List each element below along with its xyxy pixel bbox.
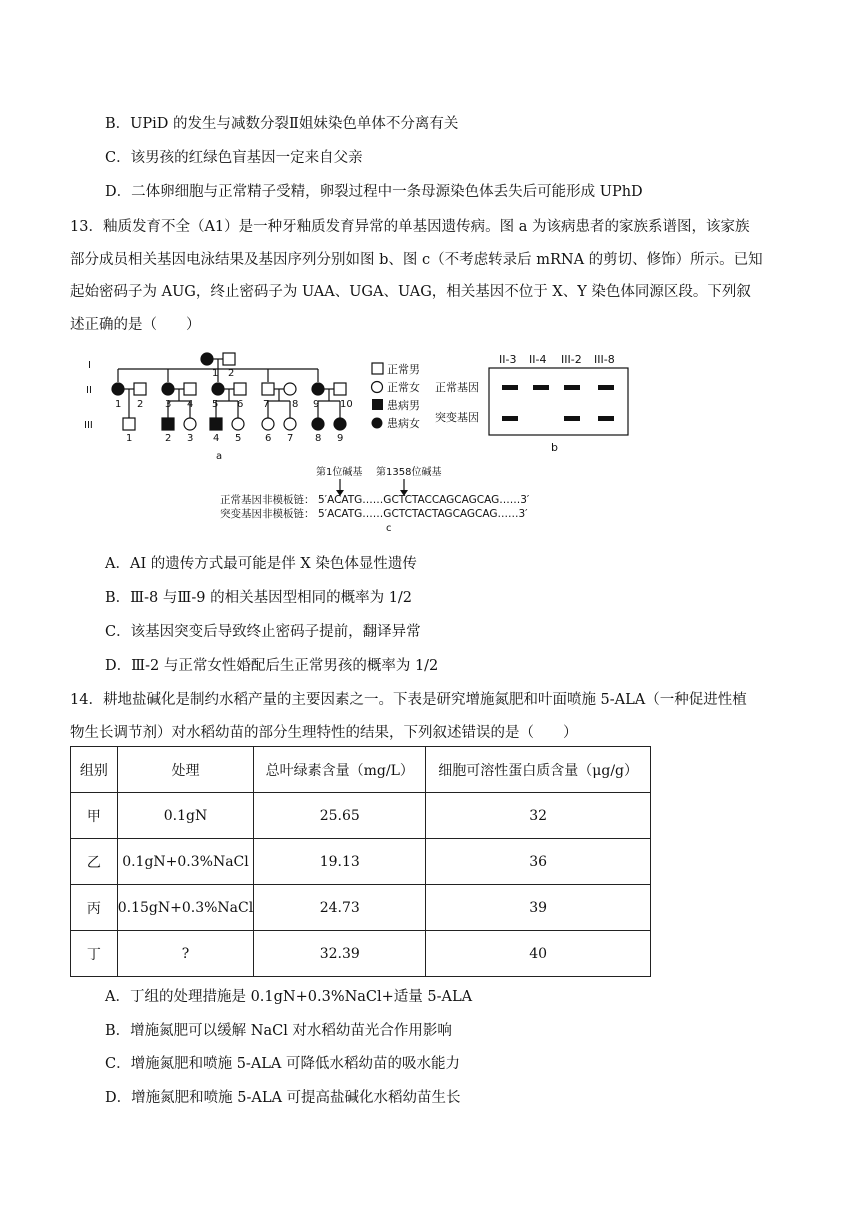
- figure-a-caption: a: [216, 451, 223, 462]
- gel-band: [502, 385, 518, 390]
- gel-row-mutant: 突变基因: [435, 411, 479, 424]
- q13-stem-line-4: 述正确的是（ ）: [70, 317, 201, 333]
- q13-option-c: C．该基因突变后导致终止密码子提前，翻译异常: [105, 624, 421, 640]
- q13-stem-line-3: 起始密码子为 AUG，终止密码子为 UAA、UGA、UAG，相关基因不位于 X、Y 染色体同源区段。下列叙: [70, 284, 751, 300]
- seq-marker-2: 第1358位碱基: [376, 467, 442, 478]
- table-header: 总叶绿素含量（mg/L）: [254, 747, 426, 793]
- gel-lane-label: III-2: [561, 353, 582, 366]
- id-label: 9: [337, 433, 344, 444]
- table-header: 细胞可溶性蛋白质含量（μg/g）: [426, 747, 651, 793]
- id-label: 8: [315, 433, 322, 444]
- id-label: 1: [212, 368, 219, 379]
- gel-lane-label: II-3: [499, 353, 517, 366]
- id-label: 7: [263, 399, 270, 410]
- id-label: 4: [187, 399, 194, 410]
- id-label: 6: [265, 433, 272, 444]
- table-cell: 0.1gN: [117, 793, 253, 839]
- table-cell: 24.73: [254, 885, 426, 931]
- q13-option-a: A．AI 的遗传方式最可能是伴 X 染色体显性遗传: [105, 556, 417, 572]
- id-label: 5: [235, 433, 242, 444]
- gen-label: III: [84, 420, 93, 431]
- id-label: 4: [213, 433, 220, 444]
- figure-c-caption: c: [386, 523, 392, 534]
- id-label: 3: [165, 399, 172, 410]
- legend-affected-female-symbol: [372, 418, 383, 429]
- seq-mutant-label: 突变基因非模板链：: [220, 508, 315, 520]
- table-cell: 32.39: [254, 931, 426, 977]
- table-row: [71, 793, 651, 839]
- q13-option-d: D．Ⅲ-2 与正常女性婚配后生正常男孩的概率为 1/2: [105, 658, 439, 674]
- id-label: 2: [228, 368, 235, 379]
- gen-label: II: [86, 385, 92, 396]
- q14-option-a: A．丁组的处理措施是 0.1gN+0.3%NaCl+适量 5-ALA: [105, 989, 473, 1005]
- q14-stem-line-1: 14．耕地盐碱化是制约水稻产量的主要因素之一。下表是研究增施氮肥和叶面喷施 5-ALA（一种促进性植: [70, 692, 747, 708]
- table-cell: 甲: [71, 793, 118, 839]
- q13-option-b: B．Ⅲ-8 与Ⅲ-9 的相关基因型相同的概率为 1/2: [105, 590, 413, 606]
- seq-normal: 5′ACATG……GCTCTACCAGCAGCAG……3′: [318, 494, 530, 506]
- table-cell: 25.65: [254, 793, 426, 839]
- id-label: 7: [287, 433, 294, 444]
- q13-stem-line-2: 部分成员相关基因电泳结果及基因序列分别如图 b、图 c（不考虑转录后 mRNA 的剪切、修饰）所示。已知: [70, 252, 763, 268]
- table-header: 组别: [71, 747, 118, 793]
- legend-normal-female-symbol: [372, 382, 383, 393]
- figure-b-caption: b: [551, 441, 558, 454]
- legend-normal-male: 正常男: [387, 363, 420, 376]
- table-cell: 32: [426, 793, 651, 839]
- gel-frame: [489, 368, 628, 435]
- table-header: 处理: [117, 747, 253, 793]
- gel-band: [598, 416, 614, 421]
- legend-affected-male-symbol: [372, 399, 383, 410]
- table-row: [71, 931, 651, 977]
- q14-option-d: D．增施氮肥和喷施 5-ALA 可提高盐碱化水稻幼苗生长: [105, 1090, 461, 1106]
- seq-normal-label: 正常基因非模板链：: [220, 494, 315, 506]
- legend-normal-female: 正常女: [387, 381, 420, 394]
- id-label: 10: [340, 399, 353, 410]
- id-label: 1: [126, 433, 133, 444]
- gel-band: [564, 416, 580, 421]
- gen-label: I: [88, 360, 91, 371]
- q13-figure: [0, 0, 860, 540]
- legend-affected-male: 患病男: [387, 399, 420, 412]
- gel-lane-label: III-8: [594, 353, 615, 366]
- table-header-row: [71, 747, 651, 793]
- id-label: 2: [137, 399, 144, 410]
- table-cell: 36: [426, 839, 651, 885]
- table-cell: 0.1gN+0.3%NaCl: [117, 839, 253, 885]
- table-cell: 40: [426, 931, 651, 977]
- gel-band: [564, 385, 580, 390]
- id-label: 9: [313, 399, 320, 410]
- table-cell: ?: [117, 931, 253, 977]
- table-cell: 19.13: [254, 839, 426, 885]
- q14-stem-line-2: 物生长调节剂）对水稻幼苗的部分生理特性的结果，下列叙述错误的是（ ）: [70, 725, 578, 741]
- pedigree-legend: [372, 362, 421, 430]
- q14-option-b: B．增施氮肥可以缓解 NaCl 对水稻幼苗光合作用影响: [105, 1023, 452, 1039]
- gel-band: [598, 385, 614, 390]
- seq-marker-1: 第1位碱基: [316, 467, 363, 478]
- sequence-figure: [220, 465, 530, 534]
- gel-bands: [502, 385, 614, 421]
- gel-figure: [435, 353, 628, 454]
- id-label: 2: [165, 433, 172, 444]
- table-row: [71, 839, 651, 885]
- id-label: 5: [212, 399, 219, 410]
- table-row: [71, 885, 651, 931]
- q14-table: [70, 746, 651, 977]
- q14-option-c: C．增施氮肥和喷施 5-ALA 可降低水稻幼苗的吸水能力: [105, 1056, 461, 1072]
- pedigree-labels: [84, 360, 353, 462]
- table-cell: 乙: [71, 839, 118, 885]
- q12-option-c: C．该男孩的红绿色盲基因一定来自父亲: [105, 150, 363, 166]
- table-cell: 39: [426, 885, 651, 931]
- gel-band: [533, 385, 549, 390]
- id-label: 1: [115, 399, 122, 410]
- gel-band: [502, 416, 518, 421]
- id-label: 3: [187, 433, 194, 444]
- id-label: 6: [237, 399, 244, 410]
- q13-stem-line-1: 13．釉质发育不全（A1）是一种牙釉质发育异常的单基因遗传病。图 a 为该病患者的家族系谱图，该家族: [70, 219, 750, 235]
- id-label: 8: [292, 399, 299, 410]
- table-cell: 丁: [71, 931, 118, 977]
- gel-row-normal: 正常基因: [435, 381, 479, 394]
- seq-mutant: 5′ACATG……GCTCTACTAGCAGCAG……3′: [318, 508, 528, 520]
- legend-affected-female: 患病女: [387, 417, 420, 430]
- legend-normal-male-symbol: [372, 363, 383, 374]
- table-cell: 0.15gN+0.3%NaCl: [117, 885, 253, 931]
- table-cell: 丙: [71, 885, 118, 931]
- q12-option-d: D．二体卵细胞与正常精子受精，卵裂过程中一条母源染色体丢失后可能形成 UPhD: [105, 184, 643, 200]
- gel-lane-label: II-4: [529, 353, 547, 366]
- q12-option-b: B．UPiD 的发生与减数分裂Ⅱ姐妹染色单体不分离有关: [105, 116, 459, 132]
